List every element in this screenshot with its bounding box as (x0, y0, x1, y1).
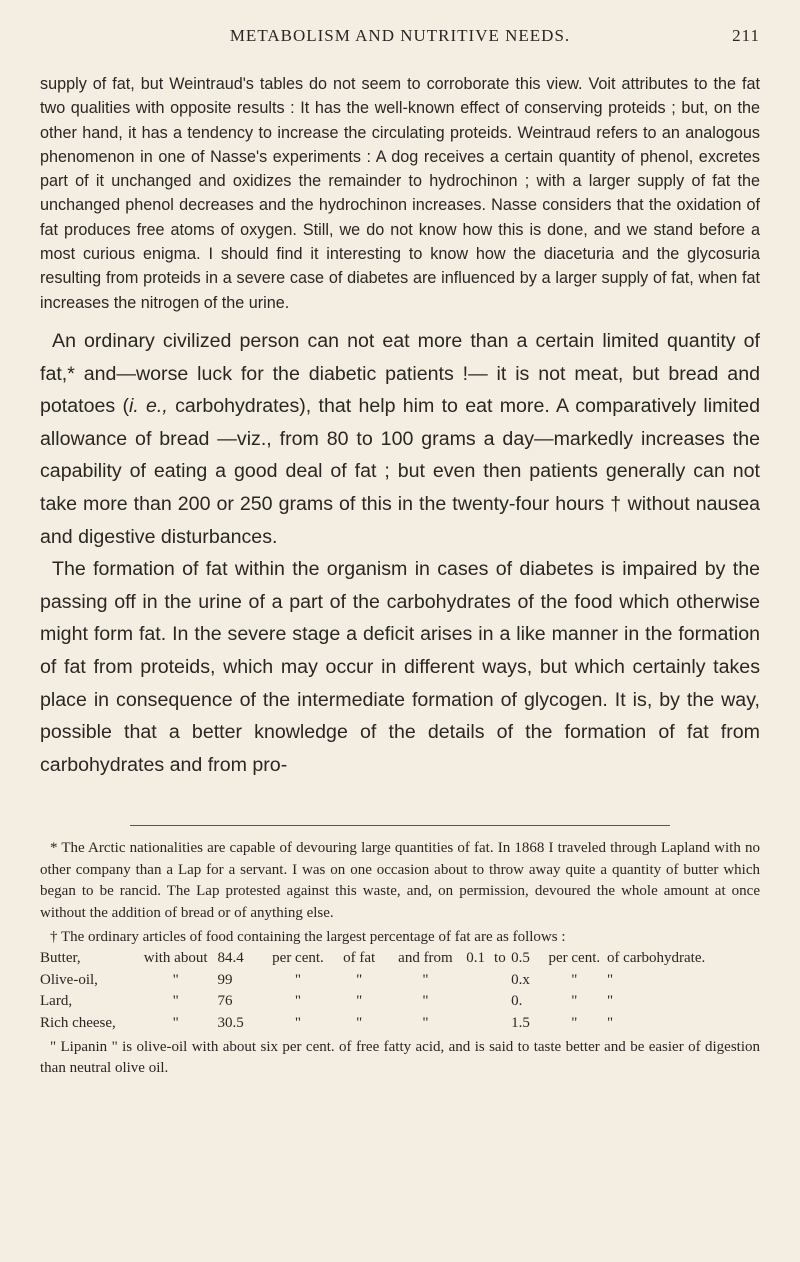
footnote-lipanin: " Lipanin " is olive-oil with about six per cent. of free fatty acid, and is said to taste better and be easier of digestion than neutral olive oil. (40, 1038, 760, 1077)
table-cell-lo: 0.1 (466, 950, 485, 967)
paragraph-fat-limit (40, 325, 760, 553)
table-cell-food: Rich cheese, (40, 1015, 116, 1032)
footnote-fat-foods: † The ordinary articles of food containing the largest percentage of fat are as follows : (50, 928, 566, 945)
table-cell-pc2: " (571, 971, 578, 988)
table-cell-with: " (172, 1015, 179, 1032)
table-cell-fat: 84.4 (217, 950, 244, 967)
paragraph-fat-limit-text-a: An ordinary civilized person can not eat more than a certain limited quantity of fat,* and—worse luck for the diabetic patients !— it is not meat, but bread and potatoes ( (40, 329, 760, 418)
table-cell-hi: 1.5 (511, 1015, 530, 1032)
table-cell-pc2: per cent. (548, 950, 601, 967)
table-cell-pc2: " (571, 1015, 578, 1032)
running-header (40, 0, 760, 56)
table-cell-carb: " (606, 1015, 614, 1032)
footnote-divider (130, 825, 670, 826)
table-cell-carb: " (606, 993, 614, 1010)
table-cell-with: with about (143, 950, 208, 967)
table-cell-pc: per cent. (272, 950, 324, 967)
table-cell-food: Olive-oil, (40, 971, 98, 988)
paragraph-continued: supply of fat, but Weintraud's tables do not seem to corroborate this view. Voit attributes to the fat two qualities with opposite results : It has the well-known effect of conserving proteids ; but, on the other hand, it has a tendency to increase the circulating proteids. Weintraud refers to an analogous phenomenon in one of Nasse's experiments : A dog receives a certain quantity of phenol, excretes part of it unchanged and oxidizes the remainder to hydrochinon ; with a larger supply of fat the unchanged phenol decreases and the hydrochinon increases. Nasse considers that the oxidation of fat produces free atoms of oxygen. Still, we do not know how this is done, and we stand before a most curious enigma. I should find it interesting to know how the diaceturia and the glycosuria resulting from proteids in a severe case of diabetes are influenced by a larger supply of fat, when fat increases the nitrogen of the urine. (40, 75, 760, 312)
table-cell-pc: " (294, 971, 302, 988)
table-cell-of: " (356, 1015, 363, 1032)
table-cell-food: Butter, (40, 950, 81, 967)
table-cell-carb: " (606, 971, 614, 988)
table-cell-fat: 76 (217, 993, 233, 1010)
table-cell-with: " (172, 993, 179, 1010)
table-cell-and: " (422, 1015, 429, 1032)
table-row (40, 948, 760, 970)
book-page (40, 0, 760, 1080)
paragraph-fat-limit-text-b: carbohydrates), that help him to eat more. A comparatively limited allowance of bread —viz., from 80 to 100 grams a day—markedly increases the capability of eating a good deal of fat ; but even then patients generally can not take more than 200 or 250 grams of this in the twenty-four hours † without nausea and digestive disturbances. (40, 395, 760, 548)
table-cell-to (489, 991, 511, 1013)
table-cell-lo (466, 1013, 488, 1035)
table-cell-pc: " (294, 993, 302, 1010)
table-cell-lo (466, 970, 488, 992)
table-cell-and: and from (398, 950, 453, 967)
table-cell-fat: 30.5 (217, 1015, 244, 1032)
table-cell-to (489, 970, 511, 992)
footnote-arctic: * The Arctic nationalities are capable of devouring large quantities of fat. In 1868 I traveled through Lapland with no other company than a Lap for a servant. I was on one occasion about to throw away quite a quantity of butter which began to be rancid. The Lap protested against this waste, and, on permission, devoured the whole amount at once without the addition of bread or of anything else. (40, 840, 760, 922)
italic-ie: i. e., (128, 395, 168, 418)
table-cell-of: of fat (343, 950, 376, 967)
table-cell-hi: 0. (511, 993, 523, 1010)
table-cell-pc: " (294, 1015, 302, 1032)
table-cell-lo (466, 991, 488, 1013)
table-cell-food: Lard, (40, 993, 73, 1010)
table-cell-hi: 0.x (511, 971, 530, 988)
table-cell-pc2: " (571, 993, 578, 1010)
running-title: METABOLISM AND NUTRITIVE NEEDS. (229, 26, 571, 45)
page-number: 211 (732, 26, 760, 45)
table-cell-to: to (494, 950, 506, 967)
paragraph-fat-formation: The formation of fat within the organism in cases of diabetes is impaired by the passing off in the urine of a part of the carbohydrates of the food which otherwise might form fat. In the severe stage a deficit arises in a like manner in the formation of fat from proteids, which may occur in different ways, but which certainly takes place in consequence of the intermediate formation of glycogen. It is, by the way, possible that a better knowledge of the details of the formation of fat from carbohydrates and from pro- (40, 558, 760, 776)
table-cell-and: " (422, 971, 429, 988)
table-cell-of: " (356, 971, 363, 988)
table-row (40, 1013, 760, 1035)
table-cell-carb: of carbohydrate. (606, 950, 706, 967)
table-row (40, 970, 760, 992)
table-row (40, 991, 760, 1013)
table-cell-fat: 99 (217, 971, 233, 988)
table-cell-and: " (422, 993, 429, 1010)
table-cell-of: " (356, 993, 363, 1010)
table-cell-with: " (172, 971, 179, 988)
table-cell-to (489, 1013, 511, 1035)
fat-content-table (40, 948, 760, 1034)
table-cell-hi: 0.5 (511, 950, 530, 967)
